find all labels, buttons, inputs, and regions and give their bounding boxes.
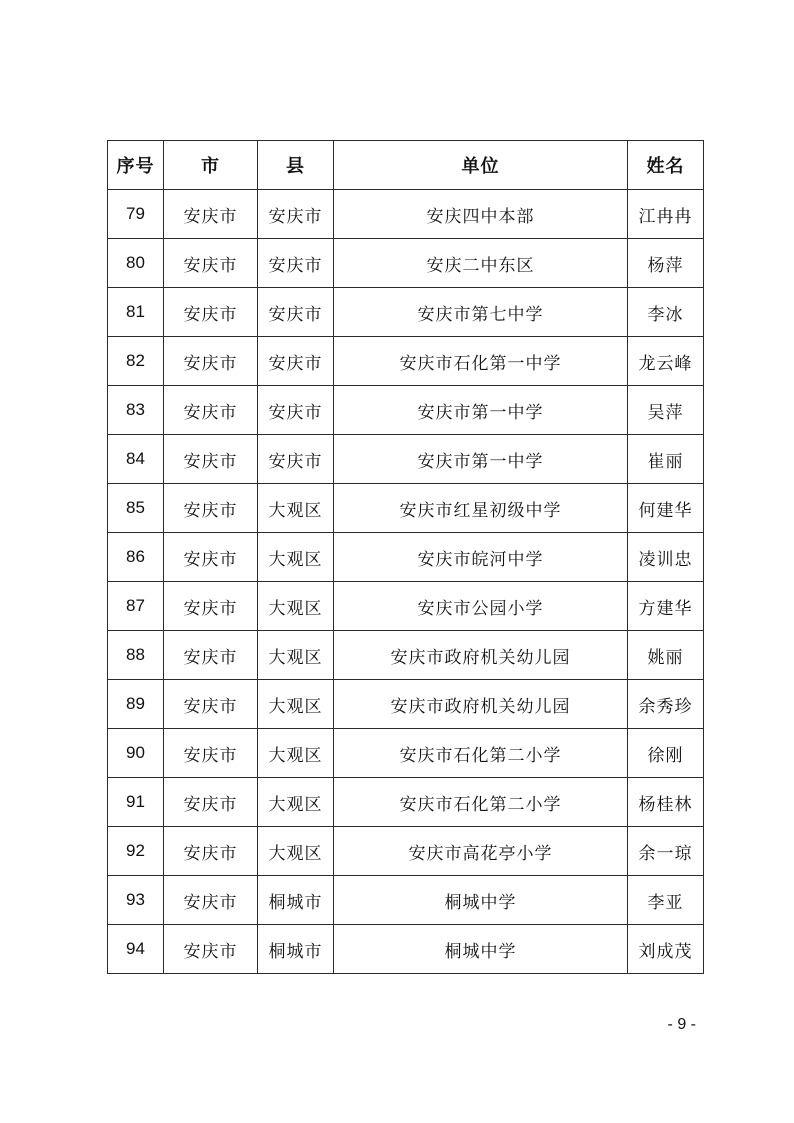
roster-table: [107, 140, 704, 974]
cell-serial-number: 83: [108, 386, 164, 435]
table-row: [108, 484, 704, 533]
cell-name: 刘成茂: [628, 925, 704, 974]
header-name: 姓名: [628, 141, 704, 190]
cell-county: 安庆市: [258, 337, 334, 386]
cell-name: 何建华: [628, 484, 704, 533]
cell-county: 大观区: [258, 778, 334, 827]
cell-city: 安庆市: [164, 288, 258, 337]
cell-unit: 安庆四中本部: [334, 190, 628, 239]
header-city: 市: [164, 141, 258, 190]
cell-serial-number: 94: [108, 925, 164, 974]
cell-city: 安庆市: [164, 729, 258, 778]
cell-county: 桐城市: [258, 876, 334, 925]
cell-serial-number: 80: [108, 239, 164, 288]
cell-unit: 安庆市石化第一中学: [334, 337, 628, 386]
cell-name: 方建华: [628, 582, 704, 631]
cell-name: 凌训忠: [628, 533, 704, 582]
table-row: [108, 386, 704, 435]
header-serial-number: 序号: [108, 141, 164, 190]
table-row: [108, 190, 704, 239]
cell-county: 桐城市: [258, 925, 334, 974]
table-row: [108, 729, 704, 778]
cell-name: 龙云峰: [628, 337, 704, 386]
table-row: [108, 533, 704, 582]
table-header-row: [108, 141, 704, 190]
table-row: [108, 582, 704, 631]
cell-name: 江冉冉: [628, 190, 704, 239]
cell-county: 大观区: [258, 484, 334, 533]
cell-name: 崔丽: [628, 435, 704, 484]
table-row: [108, 337, 704, 386]
cell-city: 安庆市: [164, 925, 258, 974]
cell-serial-number: 82: [108, 337, 164, 386]
cell-serial-number: 87: [108, 582, 164, 631]
cell-county: 大观区: [258, 729, 334, 778]
cell-unit: 安庆市第七中学: [334, 288, 628, 337]
cell-city: 安庆市: [164, 778, 258, 827]
cell-serial-number: 81: [108, 288, 164, 337]
cell-name: 李亚: [628, 876, 704, 925]
header-unit: 单位: [334, 141, 628, 190]
cell-city: 安庆市: [164, 876, 258, 925]
cell-unit: 安庆市石化第二小学: [334, 729, 628, 778]
cell-county: 大观区: [258, 680, 334, 729]
cell-unit: 安庆市公园小学: [334, 582, 628, 631]
cell-serial-number: 92: [108, 827, 164, 876]
cell-county: 安庆市: [258, 239, 334, 288]
cell-serial-number: 86: [108, 533, 164, 582]
cell-unit: 安庆市皖河中学: [334, 533, 628, 582]
cell-name: 余秀珍: [628, 680, 704, 729]
cell-name: 杨桂林: [628, 778, 704, 827]
cell-serial-number: 93: [108, 876, 164, 925]
cell-unit: 桐城中学: [334, 925, 628, 974]
table-row: [108, 631, 704, 680]
cell-city: 安庆市: [164, 631, 258, 680]
cell-unit: 安庆市高花亭小学: [334, 827, 628, 876]
table-row: [108, 827, 704, 876]
cell-unit: 桐城中学: [334, 876, 628, 925]
cell-serial-number: 79: [108, 190, 164, 239]
cell-name: 徐刚: [628, 729, 704, 778]
cell-unit: 安庆市石化第二小学: [334, 778, 628, 827]
table-row: [108, 925, 704, 974]
cell-city: 安庆市: [164, 190, 258, 239]
cell-city: 安庆市: [164, 484, 258, 533]
cell-name: 余一琼: [628, 827, 704, 876]
cell-serial-number: 90: [108, 729, 164, 778]
cell-county: 安庆市: [258, 435, 334, 484]
table-row: [108, 239, 704, 288]
cell-unit: 安庆市第一中学: [334, 386, 628, 435]
table-row: [108, 288, 704, 337]
header-county: 县: [258, 141, 334, 190]
cell-county: 大观区: [258, 582, 334, 631]
cell-city: 安庆市: [164, 386, 258, 435]
table-body: [108, 190, 704, 974]
cell-city: 安庆市: [164, 582, 258, 631]
cell-serial-number: 89: [108, 680, 164, 729]
cell-county: 大观区: [258, 631, 334, 680]
cell-unit: 安庆市红星初级中学: [334, 484, 628, 533]
cell-city: 安庆市: [164, 435, 258, 484]
cell-unit: 安庆二中东区: [334, 239, 628, 288]
cell-city: 安庆市: [164, 239, 258, 288]
cell-serial-number: 84: [108, 435, 164, 484]
cell-unit: 安庆市政府机关幼儿园: [334, 680, 628, 729]
cell-city: 安庆市: [164, 680, 258, 729]
table-row: [108, 435, 704, 484]
cell-unit: 安庆市第一中学: [334, 435, 628, 484]
cell-name: 杨萍: [628, 239, 704, 288]
table-row: [108, 876, 704, 925]
page-number: - 9 -: [667, 1016, 696, 1033]
table-row: [108, 680, 704, 729]
table-row: [108, 778, 704, 827]
cell-county: 安庆市: [258, 190, 334, 239]
cell-name: 姚丽: [628, 631, 704, 680]
cell-serial-number: 88: [108, 631, 164, 680]
cell-city: 安庆市: [164, 533, 258, 582]
cell-name: 李冰: [628, 288, 704, 337]
cell-county: 大观区: [258, 533, 334, 582]
cell-serial-number: 85: [108, 484, 164, 533]
cell-city: 安庆市: [164, 337, 258, 386]
cell-serial-number: 91: [108, 778, 164, 827]
cell-county: 大观区: [258, 827, 334, 876]
cell-city: 安庆市: [164, 827, 258, 876]
cell-name: 吴萍: [628, 386, 704, 435]
cell-county: 安庆市: [258, 288, 334, 337]
cell-county: 安庆市: [258, 386, 334, 435]
cell-unit: 安庆市政府机关幼儿园: [334, 631, 628, 680]
